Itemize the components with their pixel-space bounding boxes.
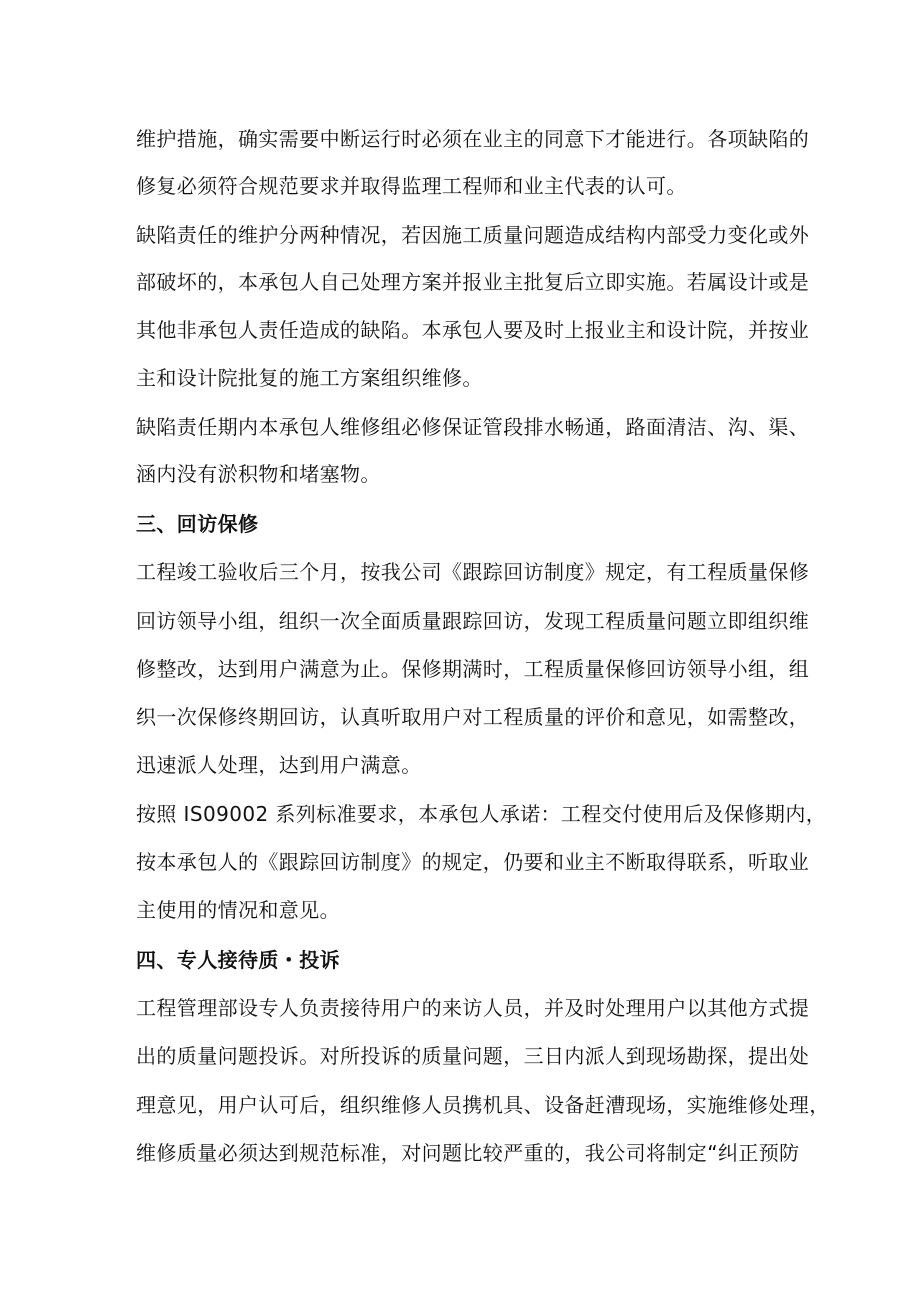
paragraph-line: 缺陷责任的维护分两种情况，若因施工质量问题造成结构内部受力变化或外 [136, 223, 810, 247]
paragraph-line: 按照 IS09002 系列标准要求，本承包人承诺：工程交付使用后及保修期内， [136, 802, 827, 826]
paragraph-line: 主和设计院批复的施工方案组织维修。 [136, 366, 483, 390]
section-heading-revisit: 三、回访保修 [136, 512, 259, 536]
paragraph-line: 主使用的情况和意见。 [136, 898, 340, 922]
paragraph-line: 工程竣工验收后三个月，按我公司《跟踪回访制度》规定，有工程质量保修 [136, 560, 810, 584]
paragraph-line: 维修质量必须达到规范标准，对问题比较严重的，我公司将制定“纠正预防 [136, 1141, 800, 1165]
paragraph-line: 理意见，用户认可后，组织维修人员携机具、设备赶漕现场，实施维修处理， [136, 1093, 830, 1117]
paragraph-line: 工程管理部设专人负责接待用户的来访人员，并及时处理用户以其他方式提 [136, 996, 810, 1020]
paragraph-line: 部破坏的，本承包人自己处理方案并报业主批复后立即实施。若属设计或是 [136, 270, 810, 294]
paragraph-line: 织一次保修终期回访，认真听取用户对工程质量的评价和意见，如需整改， [136, 705, 810, 729]
paragraph-line: 缺陷责任期内本承包人维修组必修保证管段排水畅通，路面清洁、沟、渠、 [136, 415, 810, 439]
paragraph-line: 其他非承包人责任造成的缺陷。本承包人要及时上报业主和设计院，并按业 [136, 318, 810, 342]
paragraph-line: 修复必须符合规范要求并取得监理工程师和业主代表的认可。 [136, 174, 687, 198]
paragraph-line: 出的质量问题投诉。对所投诉的质量问题，三日内派人到现场勘探，提出处 [136, 1044, 810, 1068]
paragraph-line: 修整改，达到用户满意为止。保修期满时，工程质量保修回访领导小组，组 [136, 657, 810, 681]
section-heading-complaints: 四、专人接待质・投诉 [136, 948, 340, 972]
paragraph-line: 按本承包人的《跟踪回访制度》的规定，仍要和业主不断取得联系，听取业 [136, 850, 810, 874]
paragraph-line: 回访领导小组，组织一次全面质量跟踪回访，发现工程质量问题立即组织维 [136, 609, 810, 633]
paragraph-line: 维护措施，确实需要中断运行时必须在业主的同意下才能进行。各项缺陷的 [136, 127, 810, 151]
paragraph-line: 迅速派人处理，达到用户满意。 [136, 753, 422, 777]
paragraph-line: 涵内没有淤积物和堵塞物。 [136, 462, 381, 486]
